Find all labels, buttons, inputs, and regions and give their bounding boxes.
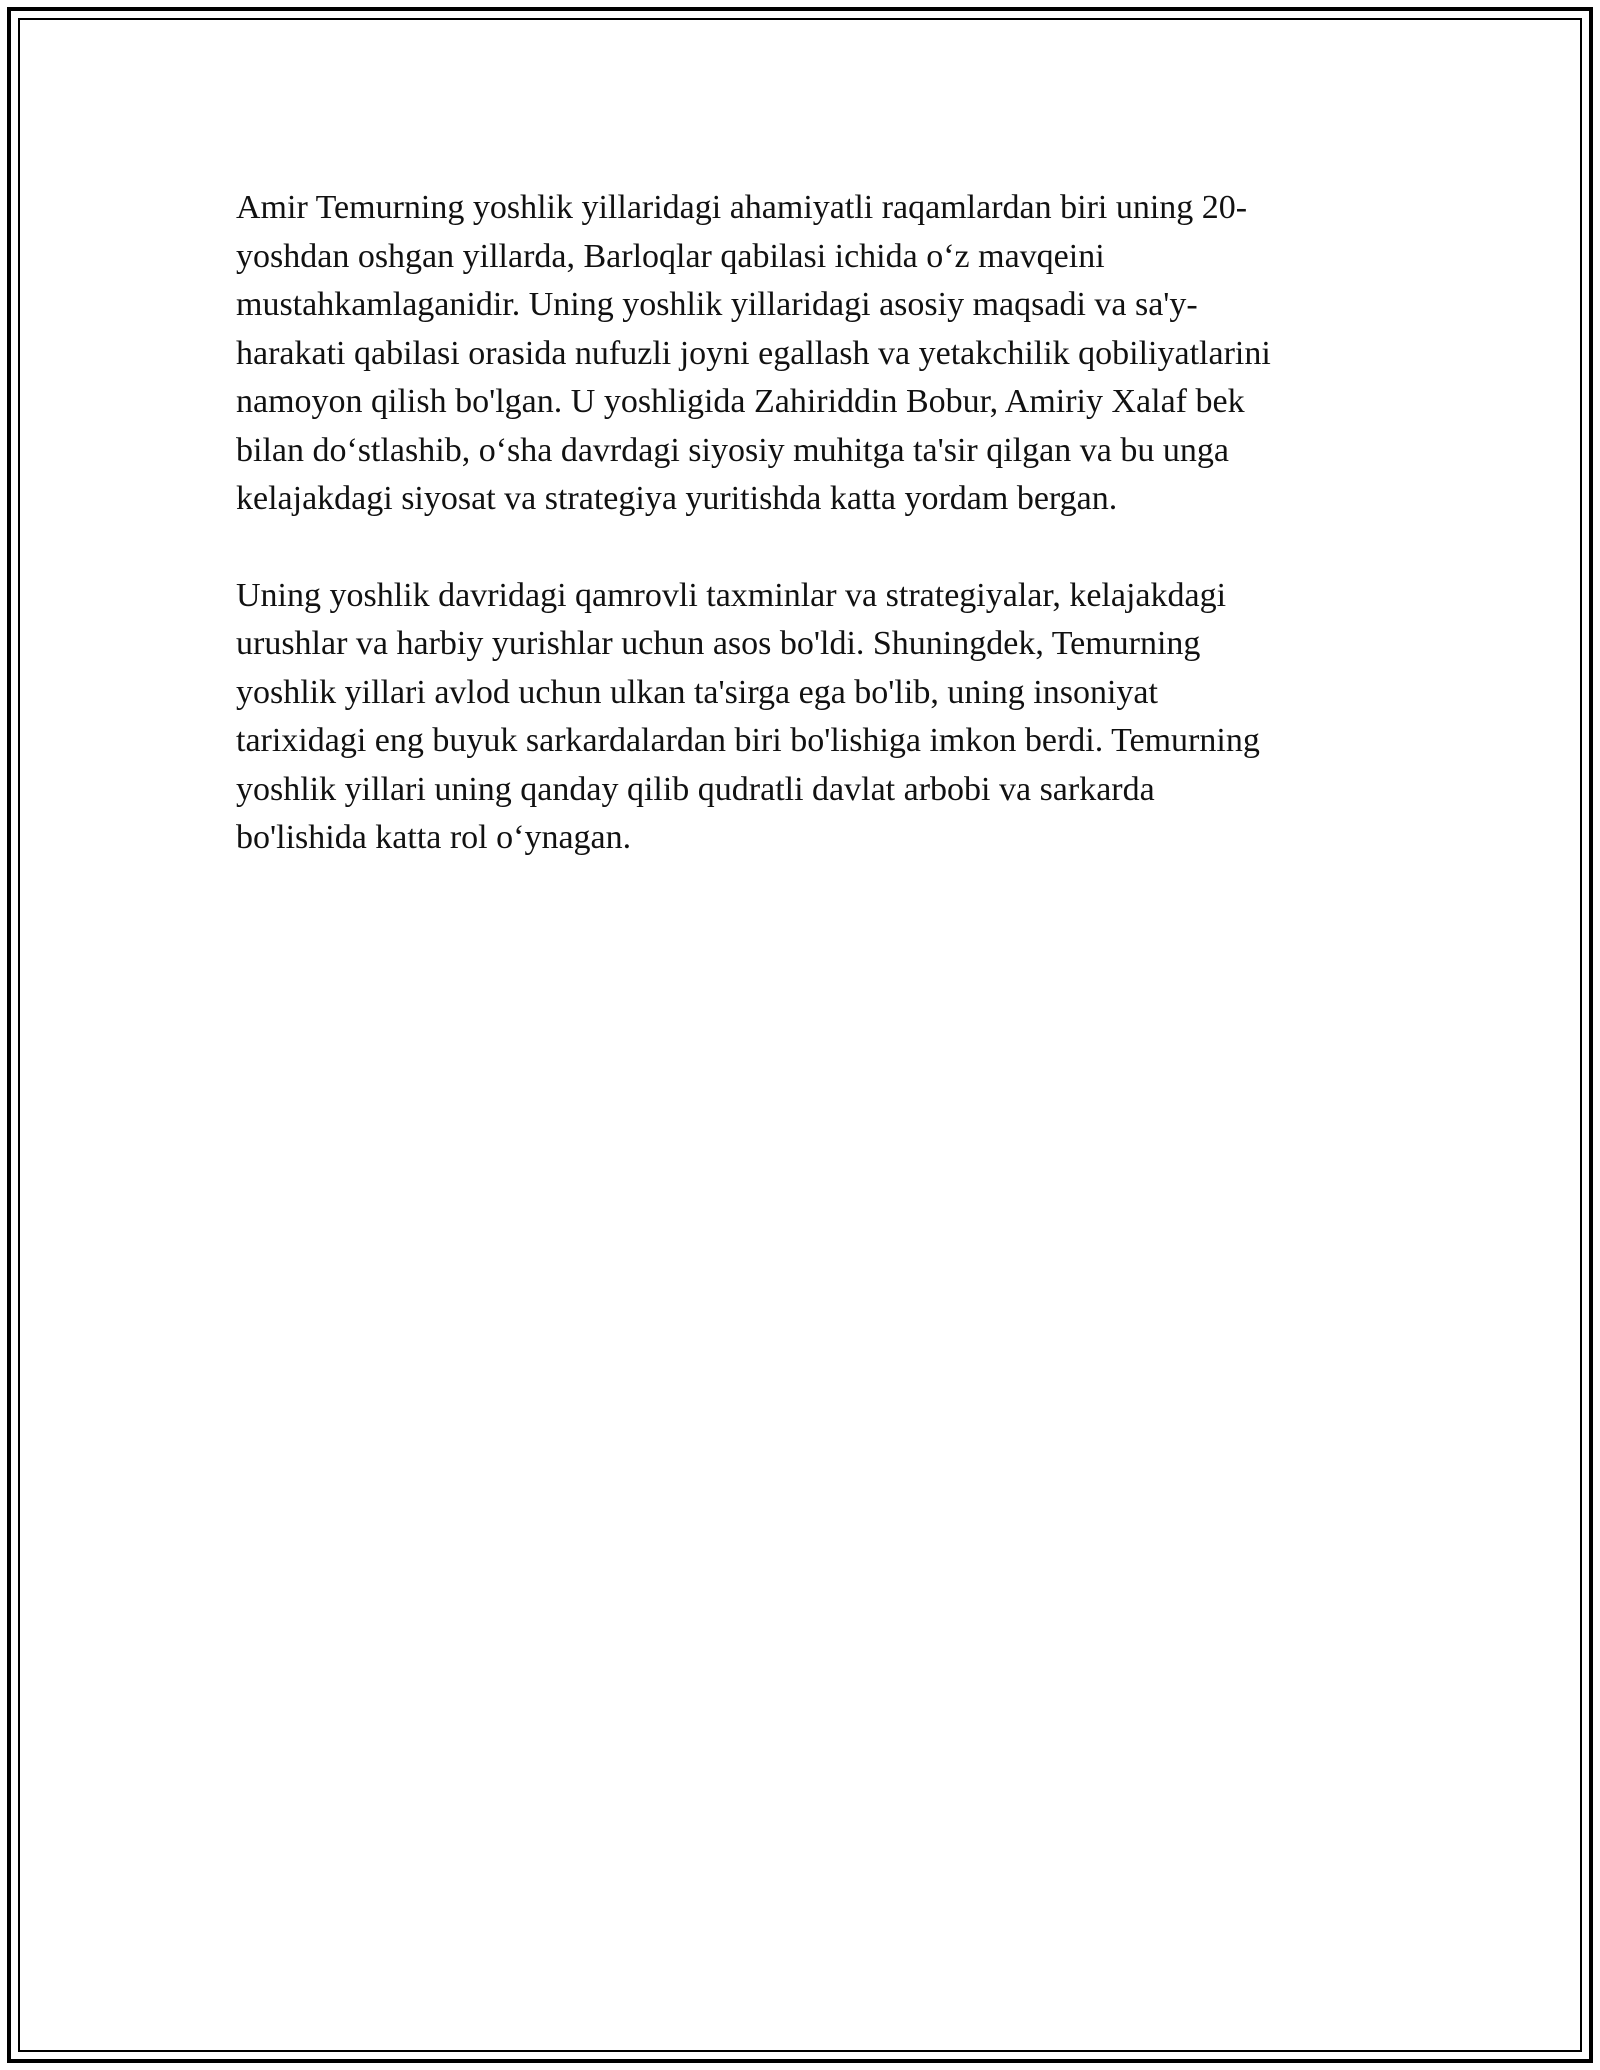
paragraph-line: yoshlik yillari uning qanday qilib qudratli davlat arbobi va sarkarda: [236, 770, 1155, 808]
paragraph-line: harakati qabilasi orasida nufuzli joyni egallash va yetakchilik qobiliyatlarini: [236, 334, 1271, 372]
paragraph-1: [236, 184, 1366, 524]
paragraph-line: yoshdan oshgan yillarda, Barloqlar qabilasi ichida o‘z mavqeini: [236, 237, 1105, 275]
paragraph-line: kelajakdagi siyosat va strategiya yuritishda katta yordam bergan.: [236, 480, 1118, 517]
paragraph-line: bilan do‘stlashib, o‘sha davrdagi siyosiy muhitga ta'sir qilgan va bu unga: [236, 431, 1229, 469]
paragraph-line: Amir Temurning yoshlik yillaridagi ahamiyatli raqamlardan biri uning 20-: [236, 189, 1248, 226]
paragraph-line: namoyon qilish bo'lgan. U yoshligida Zahiriddin Bobur, Amiriy Xalaf bek: [236, 383, 1245, 420]
paragraph-line: Uning yoshlik davridagi qamrovli taxminlar va strategiyalar, kelajakdagi: [236, 576, 1227, 614]
paragraph-line: urushlar va harbiy yurishlar uchun asos bo'ldi. Shuningdek, Temurning: [236, 625, 1201, 662]
paragraph-line: bo'lishida katta rol o‘ynagan.: [236, 819, 632, 856]
paragraph-line: mustahkamlaganidir. Uning yoshlik yillaridagi asosiy maqsadi va sa'y-: [236, 286, 1198, 323]
document-body: [236, 184, 1366, 863]
paragraph-2: [236, 572, 1366, 863]
paragraph-line: tarixidagi eng buyuk sarkardalardan biri bo'lishiga imkon berdi. Temurning: [236, 722, 1260, 759]
paragraph-line: yoshlik yillari avlod uchun ulkan ta'sirga ega bo'lib, uning insoniyat: [236, 673, 1158, 711]
